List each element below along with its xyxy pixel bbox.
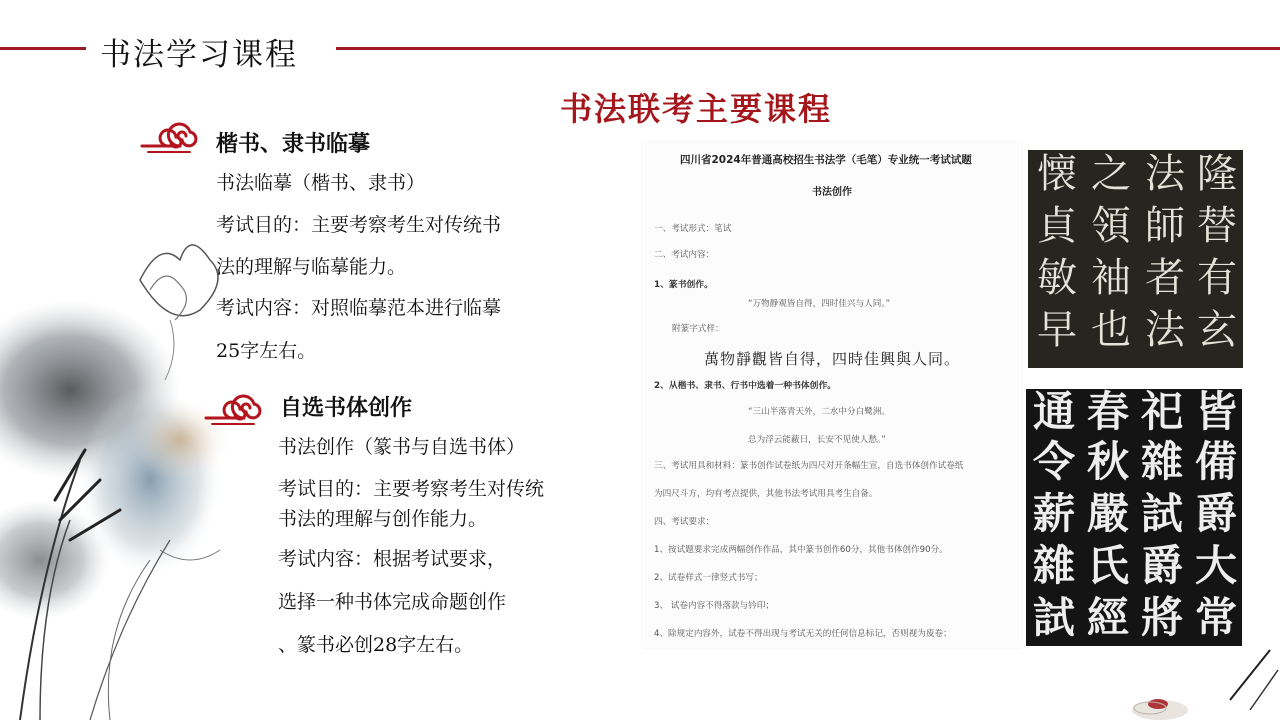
paper-req4: 4、除规定内容外，试卷不得出现与考试无关的任何信息标记，否则视为废卷； [654, 629, 952, 639]
rubbing-character: 替 [1197, 203, 1237, 249]
rubbing-character: 有 [1197, 255, 1237, 301]
rubbing-character: 經 [1086, 593, 1129, 642]
paper-tools2: 为四尺斗方，均有考点提供，其他书法考试用具考生自备。 [654, 489, 878, 499]
section2-line: 选择一种书体完成命题创作 [278, 591, 507, 613]
lishu-rubbing-image [1026, 389, 1242, 646]
rubbing-character: 貞 [1037, 203, 1077, 249]
paper-quote1: “万物静观皆自得，四时佳兴与人同。” [748, 299, 891, 309]
section2-line: 、篆书必创28字左右。 [278, 634, 474, 656]
header-title: 书法学习课程 [100, 37, 298, 73]
rubbing-character: 者 [1145, 255, 1185, 301]
rubbing-character: 雜 [1032, 541, 1075, 590]
rubbing-character: 法 [1145, 307, 1185, 353]
paper-tools1: 三、考试用具和材料：篆书创作试卷纸为四尺对开条幅生宣，自选书体创作试卷纸 [654, 461, 964, 471]
header-rule-right [336, 47, 1280, 50]
paper-item2: 2、从楷书、隶书、行书中选着一种书体创作。 [654, 381, 837, 391]
rubbing-character: 敏 [1037, 255, 1077, 301]
rubbing-character: 氏 [1086, 541, 1129, 590]
paper-req1: 1、按试题要求完成两幅创作作品，其中篆书创作60分，其他书体创作90分。 [654, 545, 948, 555]
exam-paper-image [642, 142, 1022, 648]
section1-line: 考试目的：主要考察考生对传统书 [216, 214, 502, 236]
rubbing-character: 祀 [1140, 389, 1183, 436]
rubbing-character: 隆 [1197, 151, 1237, 197]
paper-content-label: 二、考试内容： [654, 250, 715, 260]
rubbing-character: 皆 [1194, 389, 1237, 436]
paper-req2: 2、试卷样式一律竖式书写； [654, 573, 763, 583]
rubbing-character: 秋 [1086, 437, 1129, 486]
rubbing-character: 薪 [1032, 489, 1075, 538]
rubbing-character: 試 [1140, 489, 1183, 538]
section1-line: 法的理解与临摹能力。 [216, 256, 407, 278]
rubbing-character: 常 [1194, 593, 1237, 642]
cloud-ornament-icon [140, 120, 206, 154]
rubbing-character: 大 [1194, 541, 1237, 590]
section2-line: 书法创作（篆书与自选书体） [278, 436, 526, 458]
paper-seal-sample: 萬物靜觀皆自得，四時佳興與人同。 [704, 350, 961, 368]
rubbing-character: 通 [1032, 389, 1075, 436]
rubbing-character: 將 [1140, 593, 1183, 642]
section1-title: 楷书、隶书临摹 [216, 131, 371, 157]
rubbing-character: 令 [1032, 437, 1075, 486]
corner-ink-decoration [1120, 640, 1280, 720]
header-rule-left [0, 47, 86, 50]
paper-form: 一、考试形式：笔试 [654, 224, 732, 234]
paper-quote2b: 总为浮云能蔽日，长安不见使人愁。” [748, 435, 886, 445]
rubbing-character: 懐 [1037, 151, 1077, 197]
section1-line: 书法临摹（楷书、隶书） [216, 172, 426, 194]
paper-subheading: 书法创作 [812, 187, 852, 198]
kaishu-rubbing-image [1028, 150, 1243, 368]
rubbing-character: 備 [1194, 437, 1237, 486]
paper-heading: 四川省2024年普通高校招生书法学（毛笔）专业统一考试试题 [680, 154, 972, 166]
rubbing-character: 嚴 [1086, 489, 1129, 538]
rubbing-character: 袖 [1091, 255, 1131, 301]
rubbing-character: 玄 [1197, 307, 1237, 353]
section1-line: 考试内容：对照临摹范本进行临摹 [216, 297, 502, 319]
rubbing-character: 爵 [1194, 489, 1237, 538]
rubbing-character: 試 [1032, 593, 1075, 642]
paper-req3: 3、 试卷内容不得落款与钤印； [654, 601, 774, 611]
section2-title: 自选书体创作 [280, 395, 413, 421]
rubbing-character: 春 [1086, 389, 1129, 436]
rubbing-character: 之 [1091, 151, 1131, 197]
rubbing-character: 早 [1037, 307, 1077, 353]
rubbing-character: 爵 [1140, 541, 1183, 590]
section2-line: 考试内容：根据考试要求， [278, 548, 507, 570]
rubbing-character: 領 [1091, 203, 1131, 249]
section2-line: 书法的理解与创作能力。 [278, 508, 488, 530]
rubbing-character: 師 [1145, 203, 1185, 249]
paper-sample-label: 附篆字式样： [672, 324, 724, 334]
section2-line: 考试目的：主要考察考生对传统 [278, 478, 545, 500]
cloud-ornament-icon [204, 392, 270, 426]
paper-item1: 1、篆书创作。 [654, 280, 713, 290]
paper-quote2a: “三山半落青天外，二水中分白鹭洲。 [748, 407, 890, 417]
rubbing-character: 也 [1091, 307, 1131, 353]
slide-title: 书法联考主要课程 [560, 90, 833, 128]
paper-req-label: 四、考试要求： [654, 517, 715, 527]
rubbing-character: 法 [1145, 151, 1185, 197]
section1-line: 25字左右。 [216, 340, 317, 362]
rubbing-character: 雜 [1140, 437, 1183, 486]
